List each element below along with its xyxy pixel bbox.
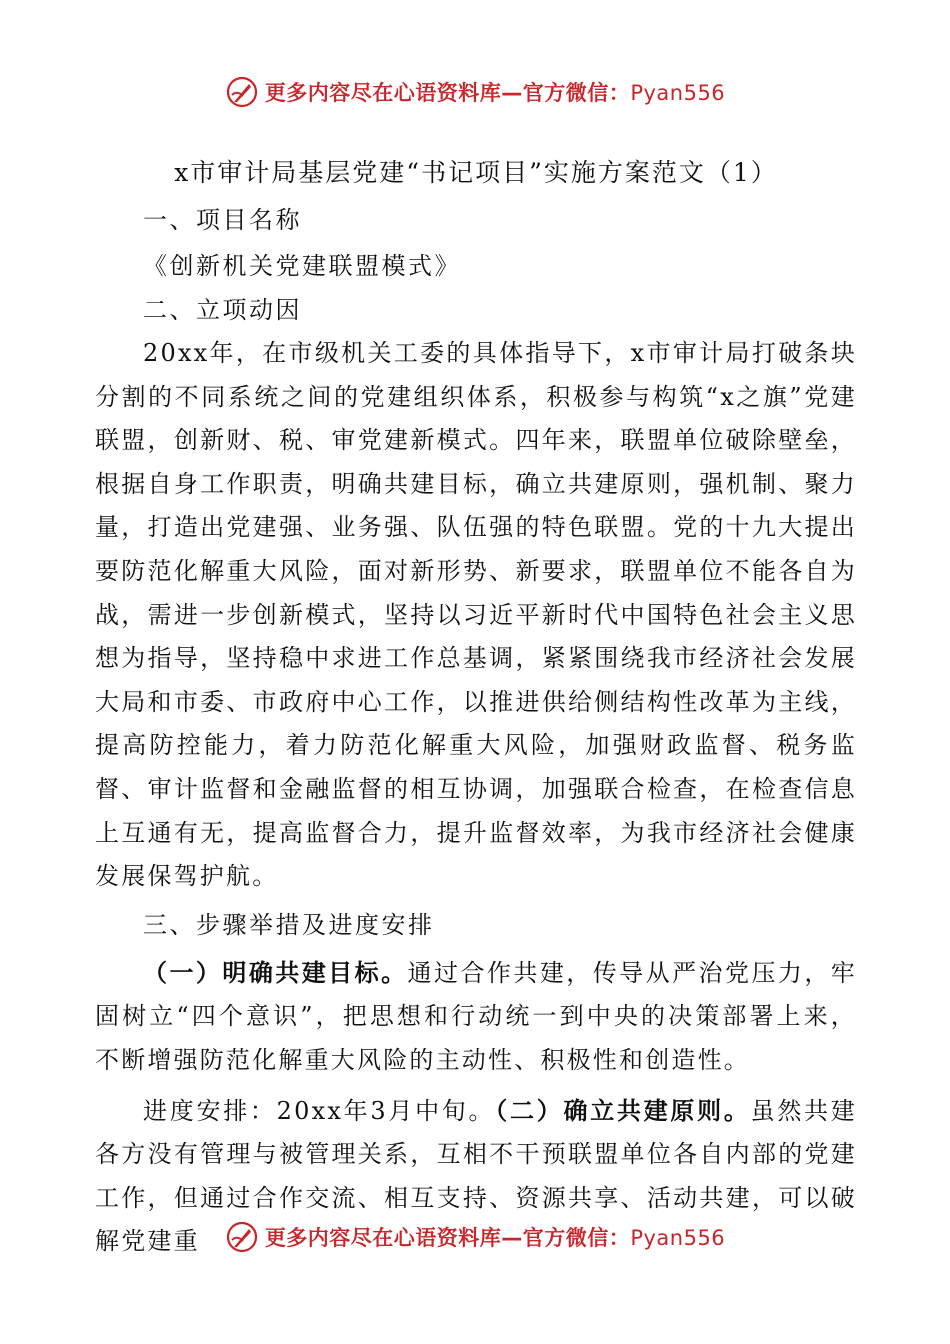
- header-watermark-banner: [0, 72, 950, 112]
- banner-text: 更多内容尽在心语资料库—官方微信：Pyan556: [264, 1226, 726, 1250]
- section-heading-project-name: 一、项目名称: [143, 206, 302, 234]
- footer-watermark-banner: [0, 1217, 950, 1257]
- wechat-id: Pyan556: [630, 1226, 726, 1250]
- banner-text: 更多内容尽在心语资料库—官方微信：Pyan556: [264, 81, 726, 105]
- document-title: x市审计局基层党建“书记项目”实施方案范文（1）: [174, 158, 778, 187]
- section-heading-steps: 三、步骤举措及进度安排: [143, 910, 435, 939]
- step1-label: （一）明确共建目标。: [143, 957, 408, 987]
- step2-text: 虽然共建各方没有管理与被管理关系，互相不干预联盟单位各自内部的党建工作，但通过合作交流、相互支持、资源共享、活动共建，可以破解党建重: [95, 1096, 857, 1256]
- step1-paragraph: [95, 951, 857, 1083]
- step1-text: 通过合作共建，传导从严治党压力，牢固树立“四个意识”，把思想和行动统一到中央的决策部署上来，不断增强防范化解重大风险的主动性、积极性和创造性。: [95, 958, 858, 1074]
- step2-label: （二）确立共建原则。: [495, 1095, 751, 1125]
- project-name: 《创新机关党建联盟模式》: [143, 252, 461, 280]
- section-heading-motive: 二、立项动因: [143, 296, 302, 324]
- motive-paragraph: 20xx年，在市级机关工委的具体指导下，x市审计局打破条块分割的不同系统之间的党建组织体系，积极参与构筑“x之旗”党建联盟，创新财、税、审党建新模式。四年来，联盟单位破除壁垒，根据自身工作职责，明确共建目标，确立共建原则，强机制、聚力量，打造出党建强、业务强、队伍强的特色联盟。党的十九大提出要防范化解重大风险，面对新形势、新要求，联盟单位不能各自为战，需进一步创新模式，坚持以习近平新时代中国特色社会主义思想为指导，坚持稳中求进工作总基调，紧紧围绕我市经济社会发展大局和市委、市政府中心工作，以推进供给侧结构性改革为主线，提高防控能力，着力防范化解重大风险，加强财政监督、税务监督、审计监督和金融监督的相互协调，加强联合检查，在检查信息上互通有无，提高监督合力，提升监督效率，为我市经济社会健康发展保驾护航。: [95, 339, 857, 891]
- quill-pen-icon: [225, 75, 259, 109]
- document-body: [95, 148, 857, 1264]
- wechat-id: Pyan556: [630, 81, 726, 105]
- quill-pen-icon: [225, 1220, 259, 1254]
- schedule-prefix: 进度安排：20xx年3月中旬。: [143, 1096, 496, 1125]
